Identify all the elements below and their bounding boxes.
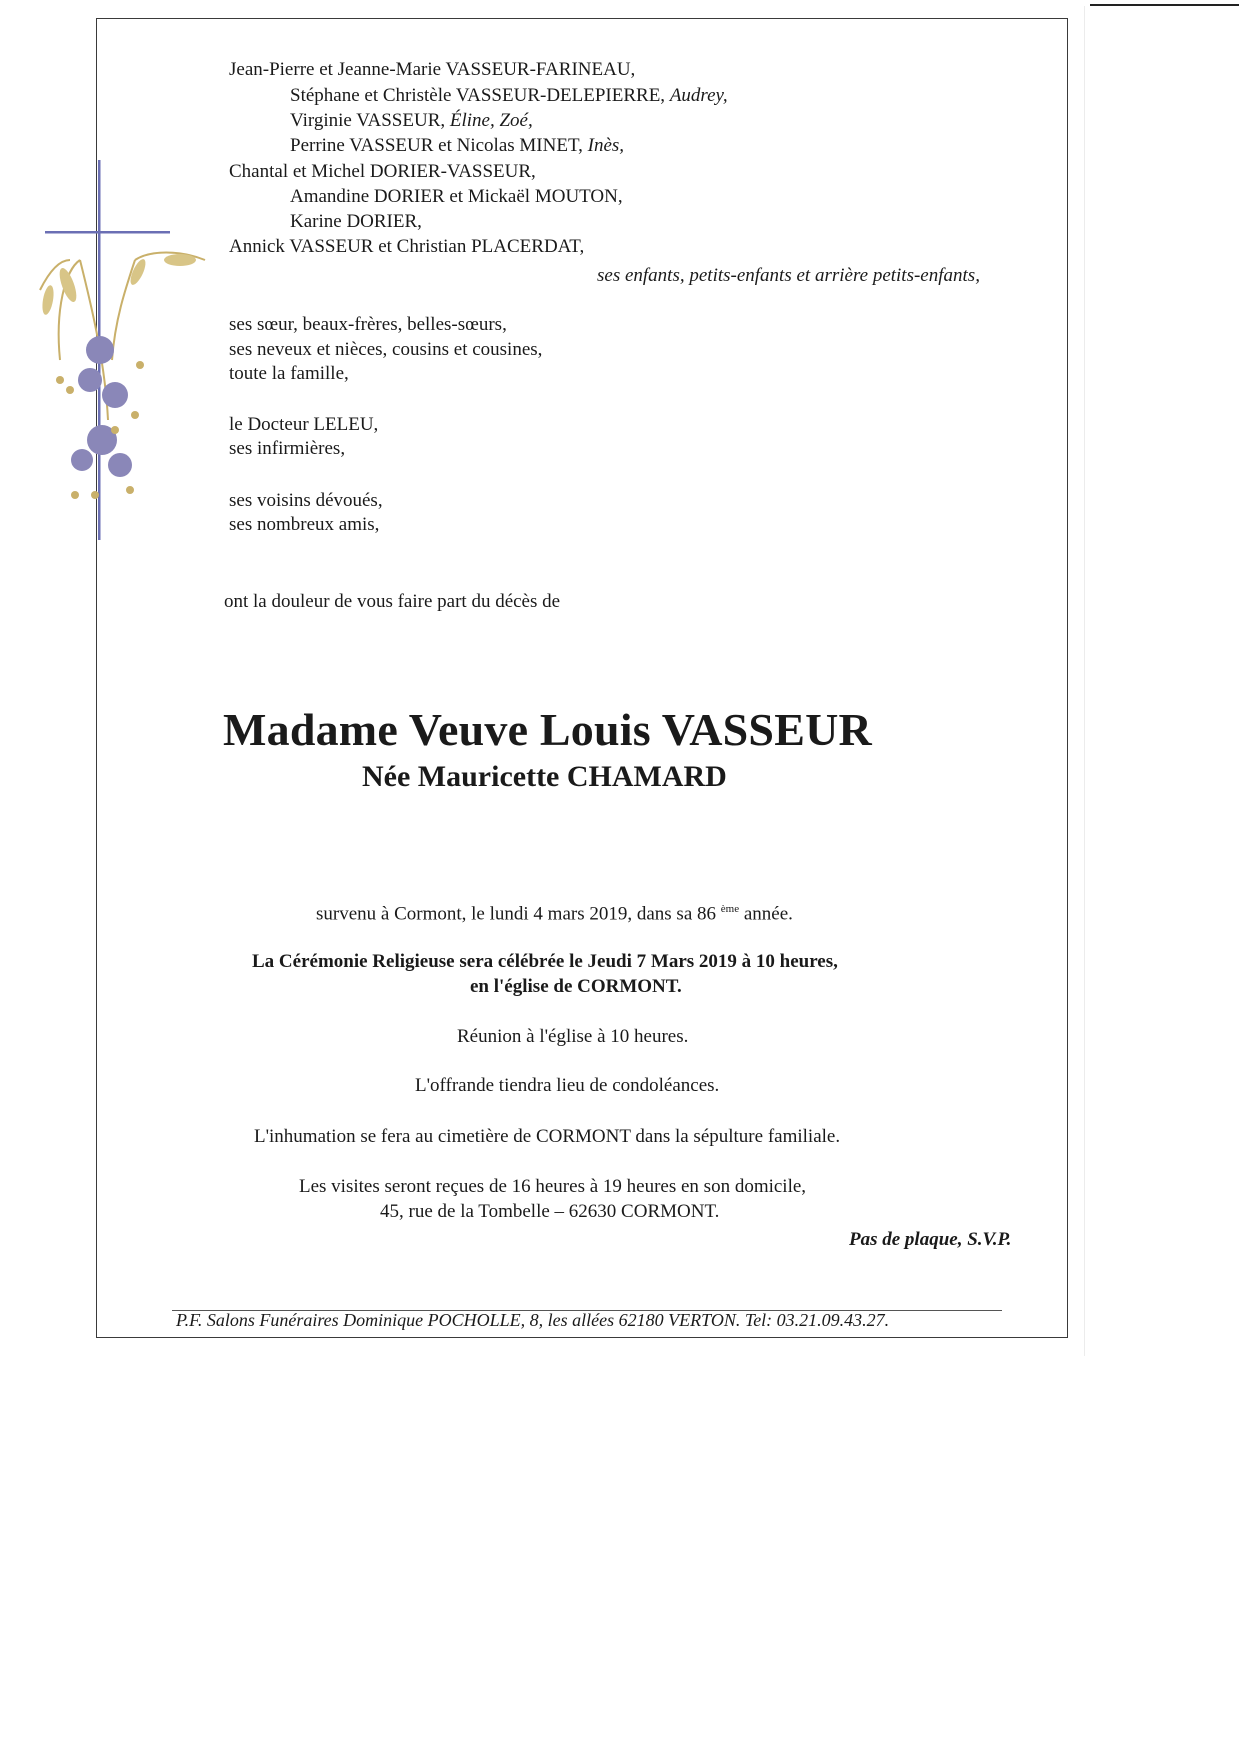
- family-line-2-names: Stéphane et Christèle VASSEUR-DELEPIERRE,: [290, 85, 666, 106]
- maiden-name: Née Mauricette CHAMARD: [362, 760, 727, 793]
- family-line-1: Jean-Pierre et Jeanne-Marie VASSEUR-FARINEAU,: [229, 59, 636, 80]
- doctor-line: le Docteur LELEU,: [229, 414, 379, 435]
- family-line-3-names: Virginie VASSEUR,: [290, 110, 446, 131]
- family-line-4-children: Inès,: [587, 135, 625, 156]
- burial-line: L'inhumation se fera au cimetière de CORMONT dans la sépulture familiale.: [254, 1126, 841, 1147]
- family-line-2-children: Audrey,: [669, 85, 728, 106]
- relatives-line-1: ses sœur, beaux-frères, belles-sœurs,: [229, 314, 507, 335]
- death-details-end: année.: [743, 903, 793, 925]
- family-line-4: [290, 133, 624, 158]
- scan-edge-line: [1090, 4, 1239, 6]
- death-details-text: survenu à Cormont, le lundi 4 mars 2019, dans sa 86: [316, 903, 717, 925]
- cross-wheat-decoration: [20, 160, 220, 560]
- relatives-line-3: toute la famille,: [229, 363, 349, 384]
- ceremony-line-1: La Cérémonie Religieuse sera célébrée le Jeudi 7 Mars 2019 à 10 heures,: [252, 951, 838, 972]
- announcement: ont la douleur de vous faire part du décès de: [224, 591, 561, 612]
- family-line-2: [290, 83, 728, 108]
- family-line-7: Karine DORIER,: [290, 211, 422, 232]
- family-relationship: ses enfants, petits-enfants et arrière petits-enfants,: [597, 265, 980, 286]
- offering-line: L'offrande tiendra lieu de condoléances.: [415, 1075, 720, 1096]
- no-plaque-note: Pas de plaque, S.V.P.: [849, 1229, 1012, 1250]
- visits-line-1: Les visites seront reçues de 16 heures à 19 heures en son domicile,: [299, 1176, 807, 1197]
- meeting-line: Réunion à l'église à 10 heures.: [457, 1026, 689, 1047]
- wheat-ear-icon: [40, 254, 196, 316]
- relatives-line-2: ses neveux et nièces, cousins et cousines,: [229, 339, 543, 360]
- cross-horizontal: [45, 231, 170, 234]
- scan-shadow: [1084, 6, 1085, 1356]
- family-line-4-names: Perrine VASSEUR et Nicolas MINET,: [290, 135, 583, 156]
- ordinal-suffix: ème: [720, 903, 740, 915]
- funeral-home-footer: P.F. Salons Funéraires Dominique POCHOLLE, 8, les allées 62180 VERTON. Tel: 03.21.09.43.27.: [176, 1310, 890, 1330]
- family-line-5: Chantal et Michel DORIER-VASSEUR,: [229, 161, 536, 182]
- family-line-8: Annick VASSEUR et Christian PLACERDAT,: [229, 236, 585, 257]
- friends-line: ses nombreux amis,: [229, 514, 380, 535]
- death-details: [316, 897, 793, 926]
- family-line-3: [290, 108, 533, 133]
- flowers-icon: [71, 336, 132, 477]
- nurses-line: ses infirmières,: [229, 438, 346, 459]
- visits-line-2: 45, rue de la Tombelle – 62630 CORMONT.: [380, 1201, 720, 1222]
- ceremony-line-2: en l'église de CORMONT.: [470, 976, 682, 997]
- deceased-name: Madame Veuve Louis VASSEUR: [223, 704, 872, 755]
- family-line-6: Amandine DORIER et Mickaël MOUTON,: [290, 186, 623, 207]
- neighbours-line: ses voisins dévoués,: [229, 490, 383, 511]
- family-line-3-children: Éline, Zoé,: [449, 110, 533, 131]
